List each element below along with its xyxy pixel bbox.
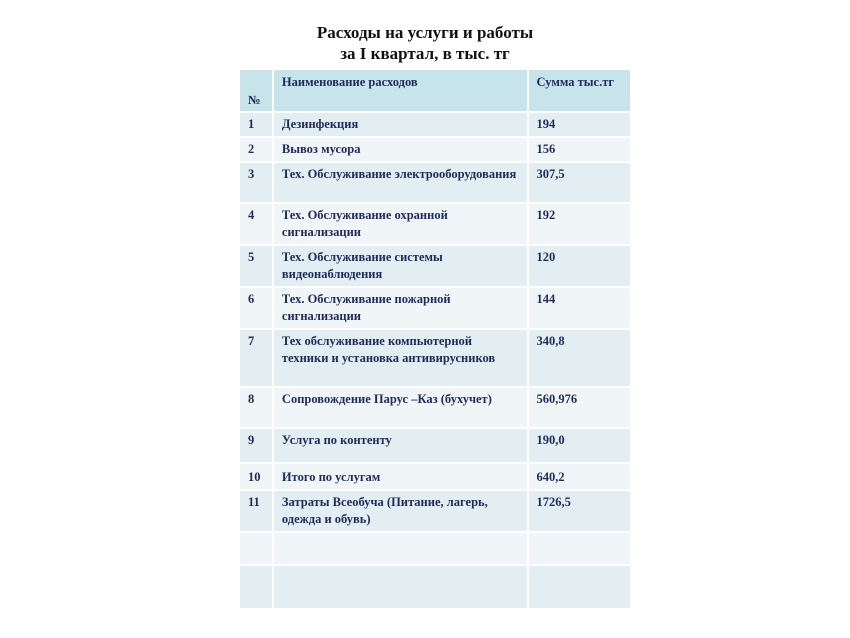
header-num: № (240, 70, 274, 113)
cell-name: Тех. Обслуживание электрооборудования (274, 163, 529, 204)
table-row (240, 163, 630, 204)
cell-name: Услуга по контенту (274, 429, 529, 464)
table-row (240, 113, 630, 138)
table-row (240, 491, 630, 533)
cell-name: Сопровождение Парус –Каз (бухучет) (274, 388, 529, 429)
cell-num: 4 (240, 204, 274, 246)
cell-sum: 194 (529, 113, 630, 138)
cell-sum: 560,976 (529, 388, 630, 429)
cell-sum: 640,2 (529, 464, 630, 491)
cell-num: 3 (240, 163, 274, 204)
cell-num: 7 (240, 330, 274, 388)
cell-sum (529, 566, 630, 610)
cell-sum: 192 (529, 204, 630, 246)
title-line-1: Расходы на услуги и работы (316, 23, 534, 42)
cell-num: 6 (240, 288, 274, 330)
expenses-table (240, 70, 630, 610)
table-row (240, 204, 630, 246)
cell-name (274, 533, 529, 566)
cell-name: Тех обслуживание компьютерной техники и установка антивирусников (274, 330, 529, 388)
cell-sum: 156 (529, 138, 630, 163)
table-header-row (240, 70, 630, 113)
table-row (240, 388, 630, 429)
cell-name (274, 566, 529, 610)
cell-num: 2 (240, 138, 274, 163)
cell-num: 11 (240, 491, 274, 533)
table-row (240, 138, 630, 163)
table-row (240, 246, 630, 288)
cell-sum: 144 (529, 288, 630, 330)
cell-num: 5 (240, 246, 274, 288)
table-row (240, 464, 630, 491)
cell-num: 8 (240, 388, 274, 429)
cell-name: Дезинфекция (274, 113, 529, 138)
cell-sum: 307,5 (529, 163, 630, 204)
table-row (240, 566, 630, 610)
header-sum: Сумма тыс.тг (529, 70, 630, 113)
cell-name: Итого по услугам (274, 464, 529, 491)
table-row (240, 330, 630, 388)
cell-sum: 1726,5 (529, 491, 630, 533)
cell-name: Тех. Обслуживание охранной сигнализации (274, 204, 529, 246)
cell-sum: 190,0 (529, 429, 630, 464)
table-row (240, 533, 630, 566)
page-title (0, 22, 850, 64)
cell-num: 10 (240, 464, 274, 491)
cell-sum: 340,8 (529, 330, 630, 388)
title-line-2: за I квартал, в тыс. тг (340, 44, 510, 63)
table-row (240, 429, 630, 464)
cell-num (240, 566, 274, 610)
cell-num: 9 (240, 429, 274, 464)
cell-num: 1 (240, 113, 274, 138)
header-name: Наименование расходов (274, 70, 529, 113)
cell-name: Тех. Обслуживание системы видеонаблюдения (274, 246, 529, 288)
table-row (240, 288, 630, 330)
cell-name: Тех. Обслуживание пожарной сигнализации (274, 288, 529, 330)
cell-name: Вывоз мусора (274, 138, 529, 163)
cell-sum: 120 (529, 246, 630, 288)
cell-name: Затраты Всеобуча (Питание, лагерь, одежда и обувь) (274, 491, 529, 533)
cell-num (240, 533, 274, 566)
cell-sum (529, 533, 630, 566)
